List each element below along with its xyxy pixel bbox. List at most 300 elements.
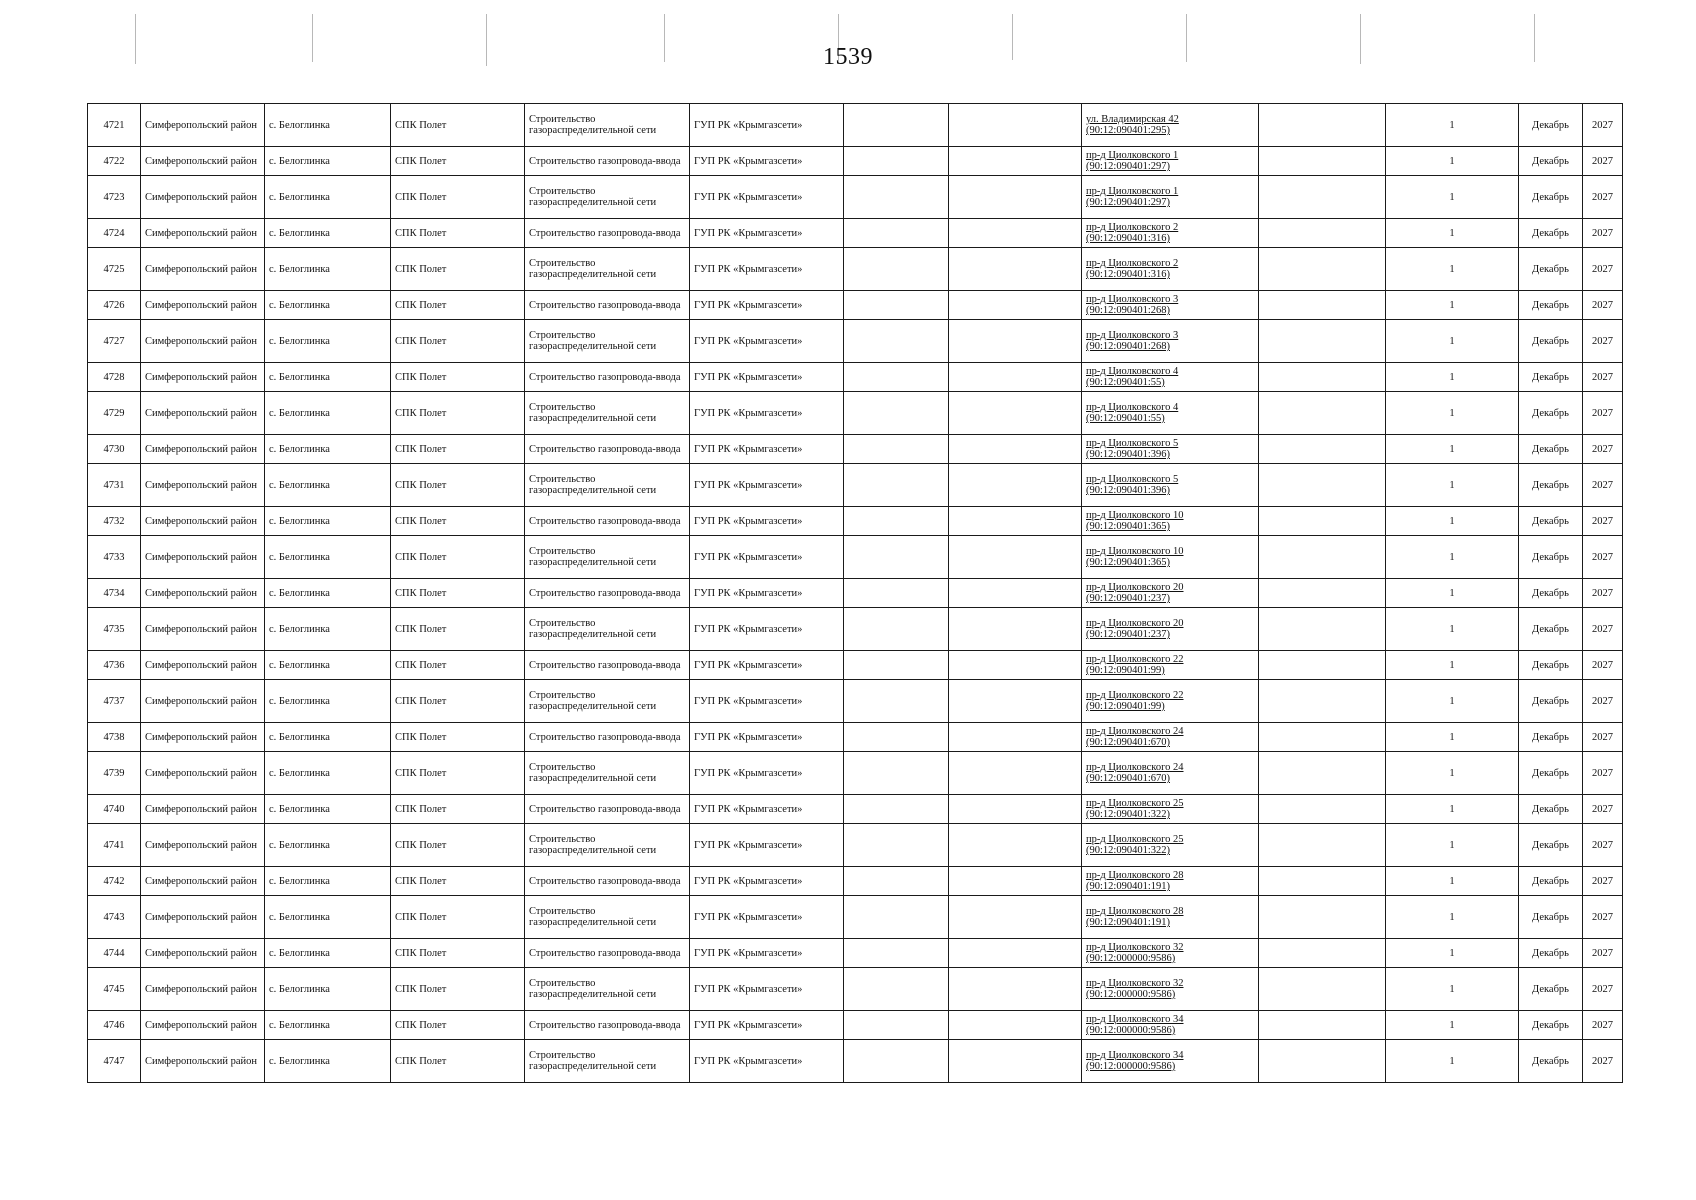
- year-cell: 2027: [1583, 723, 1623, 752]
- address-cell: [1082, 579, 1259, 608]
- empty-cell: [844, 651, 949, 680]
- quantity-cell: 1: [1386, 363, 1519, 392]
- cadastral-number: (90:12:000000:9586): [1086, 953, 1176, 964]
- address-cell: [1082, 795, 1259, 824]
- month-cell: Декабрь: [1519, 680, 1583, 723]
- empty-cell: [949, 248, 1082, 291]
- owner-cell: СПК Полет: [391, 752, 525, 795]
- year-cell: 2027: [1583, 363, 1623, 392]
- empty-cell: [949, 1011, 1082, 1040]
- owner-cell: СПК Полет: [391, 824, 525, 867]
- empty-cell: [844, 320, 949, 363]
- cadastral-number: (90:12:090401:365): [1086, 521, 1170, 532]
- month-cell: Декабрь: [1519, 363, 1583, 392]
- operator-cell: ГУП РК «Крымгазсети»: [690, 608, 844, 651]
- owner-cell: СПК Полет: [391, 680, 525, 723]
- table-row: [88, 651, 1623, 680]
- empty-cell: [844, 363, 949, 392]
- owner-cell: СПК Полет: [391, 968, 525, 1011]
- empty-cell: [949, 536, 1082, 579]
- address-cell: [1082, 867, 1259, 896]
- quantity-cell: 1: [1386, 464, 1519, 507]
- month-cell: Декабрь: [1519, 147, 1583, 176]
- owner-cell: СПК Полет: [391, 320, 525, 363]
- cadastral-number: (90:12:090401:322): [1086, 845, 1170, 856]
- address-cell: [1082, 968, 1259, 1011]
- district-cell: Симферопольский район: [141, 320, 265, 363]
- address-cell: [1082, 147, 1259, 176]
- work-type-cell: Строительство газопровода-ввода: [525, 291, 690, 320]
- work-type-cell: Строительство газопровода-ввода: [525, 651, 690, 680]
- month-cell: Декабрь: [1519, 435, 1583, 464]
- work-type-cell: Строительство газопровода-ввода: [525, 363, 690, 392]
- empty-cell: [949, 752, 1082, 795]
- empty-cell: [844, 176, 949, 219]
- empty-cell: [1259, 147, 1386, 176]
- address-cell: [1082, 536, 1259, 579]
- empty-cell: [844, 147, 949, 176]
- cadastral-number: (90:12:000000:9586): [1086, 1025, 1176, 1036]
- record-number: 4740: [88, 795, 141, 824]
- empty-cell: [949, 219, 1082, 248]
- table-row: [88, 795, 1623, 824]
- district-cell: Симферопольский район: [141, 176, 265, 219]
- cadastral-number: (90:12:090401:191): [1086, 881, 1170, 892]
- address-street: пр-д Циолковского 4: [1086, 366, 1179, 377]
- address-street: пр-д Циолковского 20: [1086, 618, 1184, 629]
- address-street: пр-д Циолковского 20: [1086, 582, 1184, 593]
- empty-cell: [949, 680, 1082, 723]
- district-cell: Симферопольский район: [141, 392, 265, 435]
- work-type-cell: Строительство газораспределительной сети: [525, 536, 690, 579]
- empty-cell: [1259, 104, 1386, 147]
- record-number: 4729: [88, 392, 141, 435]
- month-cell: Декабрь: [1519, 723, 1583, 752]
- quantity-cell: 1: [1386, 147, 1519, 176]
- empty-cell: [949, 968, 1082, 1011]
- owner-cell: СПК Полет: [391, 723, 525, 752]
- cadastral-number: (90:12:000000:9586): [1086, 989, 1176, 1000]
- month-cell: Декабрь: [1519, 536, 1583, 579]
- month-cell: Декабрь: [1519, 219, 1583, 248]
- operator-cell: ГУП РК «Крымгазсети»: [690, 219, 844, 248]
- month-cell: Декабрь: [1519, 651, 1583, 680]
- record-number: 4745: [88, 968, 141, 1011]
- address-street: пр-д Циолковского 1: [1086, 186, 1179, 197]
- operator-cell: ГУП РК «Крымгазсети»: [690, 291, 844, 320]
- district-cell: Симферопольский район: [141, 219, 265, 248]
- cadastral-number: (90:12:090401:268): [1086, 341, 1170, 352]
- cadastral-number: (90:12:090401:55): [1086, 413, 1165, 424]
- quantity-cell: 1: [1386, 896, 1519, 939]
- district-cell: Симферопольский район: [141, 147, 265, 176]
- empty-cell: [949, 507, 1082, 536]
- work-type-cell: Строительство газораспределительной сети: [525, 608, 690, 651]
- address-street: ул. Владимирская 42: [1086, 114, 1179, 125]
- quantity-cell: 1: [1386, 1011, 1519, 1040]
- owner-cell: СПК Полет: [391, 1040, 525, 1083]
- operator-cell: ГУП РК «Крымгазсети»: [690, 680, 844, 723]
- year-cell: 2027: [1583, 939, 1623, 968]
- district-cell: Симферопольский район: [141, 968, 265, 1011]
- empty-cell: [1259, 680, 1386, 723]
- empty-cell: [1259, 507, 1386, 536]
- year-cell: 2027: [1583, 968, 1623, 1011]
- work-type-cell: Строительство газораспределительной сети: [525, 104, 690, 147]
- address-cell: [1082, 363, 1259, 392]
- settlement-cell: с. Белоглинка: [265, 824, 391, 867]
- operator-cell: ГУП РК «Крымгазсети»: [690, 896, 844, 939]
- empty-cell: [1259, 536, 1386, 579]
- address-cell: [1082, 435, 1259, 464]
- address-street: пр-д Циолковского 3: [1086, 330, 1179, 341]
- month-cell: Декабрь: [1519, 608, 1583, 651]
- record-number: 4733: [88, 536, 141, 579]
- settlement-cell: с. Белоглинка: [265, 1040, 391, 1083]
- empty-cell: [949, 104, 1082, 147]
- work-type-cell: Строительство газораспределительной сети: [525, 968, 690, 1011]
- year-cell: 2027: [1583, 464, 1623, 507]
- address-cell: [1082, 723, 1259, 752]
- settlement-cell: с. Белоглинка: [265, 291, 391, 320]
- settlement-cell: с. Белоглинка: [265, 363, 391, 392]
- quantity-cell: 1: [1386, 939, 1519, 968]
- quantity-cell: 1: [1386, 248, 1519, 291]
- table-row: [88, 464, 1623, 507]
- table-row: [88, 680, 1623, 723]
- address-street: пр-д Циолковского 25: [1086, 798, 1184, 809]
- year-cell: 2027: [1583, 824, 1623, 867]
- district-cell: Симферопольский район: [141, 248, 265, 291]
- work-type-cell: Строительство газораспределительной сети: [525, 680, 690, 723]
- empty-cell: [844, 752, 949, 795]
- quantity-cell: 1: [1386, 723, 1519, 752]
- owner-cell: СПК Полет: [391, 248, 525, 291]
- settlement-cell: с. Белоглинка: [265, 795, 391, 824]
- table-row: [88, 752, 1623, 795]
- year-cell: 2027: [1583, 608, 1623, 651]
- empty-cell: [844, 392, 949, 435]
- work-type-cell: Строительство газораспределительной сети: [525, 248, 690, 291]
- year-cell: 2027: [1583, 147, 1623, 176]
- year-cell: 2027: [1583, 248, 1623, 291]
- quantity-cell: 1: [1386, 320, 1519, 363]
- month-cell: Декабрь: [1519, 579, 1583, 608]
- cadastral-number: (90:12:090401:191): [1086, 917, 1170, 928]
- district-cell: Симферопольский район: [141, 579, 265, 608]
- empty-cell: [1259, 651, 1386, 680]
- cadastral-number: (90:12:090401:670): [1086, 737, 1170, 748]
- owner-cell: СПК Полет: [391, 795, 525, 824]
- quantity-cell: 1: [1386, 291, 1519, 320]
- address-cell: [1082, 507, 1259, 536]
- record-number: 4742: [88, 867, 141, 896]
- address-cell: [1082, 680, 1259, 723]
- address-street: пр-д Циолковского 34: [1086, 1014, 1184, 1025]
- operator-cell: ГУП РК «Крымгазсети»: [690, 939, 844, 968]
- address-street: пр-д Циолковского 5: [1086, 438, 1179, 449]
- record-number: 4735: [88, 608, 141, 651]
- owner-cell: СПК Полет: [391, 147, 525, 176]
- empty-cell: [949, 147, 1082, 176]
- empty-cell: [844, 464, 949, 507]
- month-cell: Декабрь: [1519, 104, 1583, 147]
- empty-cell: [844, 608, 949, 651]
- address-cell: [1082, 608, 1259, 651]
- record-number: 4725: [88, 248, 141, 291]
- district-cell: Симферопольский район: [141, 651, 265, 680]
- cadastral-number: (90:12:090401:396): [1086, 485, 1170, 496]
- settlement-cell: с. Белоглинка: [265, 896, 391, 939]
- year-cell: 2027: [1583, 219, 1623, 248]
- empty-cell: [1259, 464, 1386, 507]
- record-number: 4731: [88, 464, 141, 507]
- cadastral-number: (90:12:090401:237): [1086, 593, 1170, 604]
- empty-cell: [1259, 392, 1386, 435]
- empty-cell: [1259, 435, 1386, 464]
- empty-cell: [949, 824, 1082, 867]
- work-type-cell: Строительство газопровода-ввода: [525, 147, 690, 176]
- record-number: 4736: [88, 651, 141, 680]
- record-number: 4744: [88, 939, 141, 968]
- month-cell: Декабрь: [1519, 507, 1583, 536]
- work-type-cell: Строительство газопровода-ввода: [525, 579, 690, 608]
- address-street: пр-д Циолковского 3: [1086, 294, 1179, 305]
- empty-cell: [949, 651, 1082, 680]
- owner-cell: СПК Полет: [391, 291, 525, 320]
- empty-cell: [844, 723, 949, 752]
- table-row: [88, 291, 1623, 320]
- year-cell: 2027: [1583, 680, 1623, 723]
- empty-cell: [1259, 1011, 1386, 1040]
- operator-cell: ГУП РК «Крымгазсети»: [690, 320, 844, 363]
- empty-cell: [1259, 939, 1386, 968]
- district-cell: Симферопольский район: [141, 435, 265, 464]
- address-street: пр-д Циолковского 10: [1086, 546, 1184, 557]
- work-type-cell: Строительство газопровода-ввода: [525, 867, 690, 896]
- empty-cell: [949, 176, 1082, 219]
- table-row: [88, 536, 1623, 579]
- address-cell: [1082, 824, 1259, 867]
- empty-cell: [1259, 723, 1386, 752]
- work-type-cell: Строительство газораспределительной сети: [525, 320, 690, 363]
- settlement-cell: с. Белоглинка: [265, 392, 391, 435]
- owner-cell: СПК Полет: [391, 1011, 525, 1040]
- cadastral-number: (90:12:090401:297): [1086, 197, 1170, 208]
- district-cell: Симферопольский район: [141, 1011, 265, 1040]
- settlement-cell: с. Белоглинка: [265, 608, 391, 651]
- settlement-cell: с. Белоглинка: [265, 939, 391, 968]
- year-cell: 2027: [1583, 176, 1623, 219]
- address-cell: [1082, 219, 1259, 248]
- address-cell: [1082, 104, 1259, 147]
- year-cell: 2027: [1583, 536, 1623, 579]
- district-cell: Симферопольский район: [141, 536, 265, 579]
- settlement-cell: с. Белоглинка: [265, 176, 391, 219]
- address-cell: [1082, 248, 1259, 291]
- address-street: пр-д Циолковского 28: [1086, 906, 1184, 917]
- cadastral-number: (90:12:090401:268): [1086, 305, 1170, 316]
- operator-cell: ГУП РК «Крымгазсети»: [690, 507, 844, 536]
- operator-cell: ГУП РК «Крымгазсети»: [690, 363, 844, 392]
- cadastral-number: (90:12:090401:237): [1086, 629, 1170, 640]
- settlement-cell: с. Белоглинка: [265, 752, 391, 795]
- year-cell: 2027: [1583, 795, 1623, 824]
- record-number: 4726: [88, 291, 141, 320]
- empty-cell: [949, 291, 1082, 320]
- month-cell: Декабрь: [1519, 248, 1583, 291]
- year-cell: 2027: [1583, 579, 1623, 608]
- record-number: 4732: [88, 507, 141, 536]
- address-street: пр-д Циолковского 4: [1086, 402, 1179, 413]
- year-cell: 2027: [1583, 752, 1623, 795]
- district-cell: Симферопольский район: [141, 795, 265, 824]
- settlement-cell: с. Белоглинка: [265, 651, 391, 680]
- owner-cell: СПК Полет: [391, 939, 525, 968]
- address-street: пр-д Циолковского 24: [1086, 762, 1184, 773]
- record-number: 4741: [88, 824, 141, 867]
- cadastral-number: (90:12:090401:316): [1086, 269, 1170, 280]
- quantity-cell: 1: [1386, 608, 1519, 651]
- record-number: 4722: [88, 147, 141, 176]
- empty-cell: [844, 968, 949, 1011]
- address-cell: [1082, 320, 1259, 363]
- year-cell: 2027: [1583, 867, 1623, 896]
- empty-cell: [844, 507, 949, 536]
- address-street: пр-д Циолковского 10: [1086, 510, 1184, 521]
- empty-cell: [1259, 896, 1386, 939]
- month-cell: Декабрь: [1519, 867, 1583, 896]
- record-number: 4723: [88, 176, 141, 219]
- district-cell: Симферопольский район: [141, 752, 265, 795]
- empty-cell: [844, 1040, 949, 1083]
- page-number: 1539: [823, 44, 873, 70]
- cadastral-number: (90:12:090401:55): [1086, 377, 1165, 388]
- operator-cell: ГУП РК «Крымгазсети»: [690, 104, 844, 147]
- record-number: 4730: [88, 435, 141, 464]
- owner-cell: СПК Полет: [391, 392, 525, 435]
- year-cell: 2027: [1583, 1011, 1623, 1040]
- work-type-cell: Строительство газораспределительной сети: [525, 1040, 690, 1083]
- owner-cell: СПК Полет: [391, 176, 525, 219]
- year-cell: 2027: [1583, 291, 1623, 320]
- operator-cell: ГУП РК «Крымгазсети»: [690, 1011, 844, 1040]
- owner-cell: СПК Полет: [391, 219, 525, 248]
- district-cell: Симферопольский район: [141, 464, 265, 507]
- record-number: 4734: [88, 579, 141, 608]
- address-cell: [1082, 392, 1259, 435]
- empty-cell: [1259, 795, 1386, 824]
- work-type-cell: Строительство газопровода-ввода: [525, 723, 690, 752]
- address-street: пр-д Циолковского 32: [1086, 942, 1184, 953]
- cadastral-number: (90:12:000000:9586): [1086, 1061, 1176, 1072]
- table-row: [88, 363, 1623, 392]
- work-type-cell: Строительство газораспределительной сети: [525, 464, 690, 507]
- table-row: [88, 320, 1623, 363]
- cadastral-number: (90:12:090401:365): [1086, 557, 1170, 568]
- settlement-cell: с. Белоглинка: [265, 968, 391, 1011]
- address-cell: [1082, 1040, 1259, 1083]
- cadastral-number: (90:12:090401:99): [1086, 665, 1165, 676]
- district-cell: Симферопольский район: [141, 939, 265, 968]
- address-cell: [1082, 939, 1259, 968]
- cadastral-number: (90:12:090401:99): [1086, 701, 1165, 712]
- empty-cell: [1259, 320, 1386, 363]
- owner-cell: СПК Полет: [391, 435, 525, 464]
- address-cell: [1082, 896, 1259, 939]
- operator-cell: ГУП РК «Крымгазсети»: [690, 867, 844, 896]
- empty-cell: [844, 248, 949, 291]
- settlement-cell: с. Белоглинка: [265, 464, 391, 507]
- operator-cell: ГУП РК «Крымгазсети»: [690, 651, 844, 680]
- month-cell: Декабрь: [1519, 1011, 1583, 1040]
- quantity-cell: 1: [1386, 507, 1519, 536]
- table-row: [88, 579, 1623, 608]
- table-row: [88, 392, 1623, 435]
- record-number: 4728: [88, 363, 141, 392]
- address-cell: [1082, 1011, 1259, 1040]
- district-cell: Симферопольский район: [141, 896, 265, 939]
- quantity-cell: 1: [1386, 435, 1519, 464]
- empty-cell: [949, 320, 1082, 363]
- record-number: 4737: [88, 680, 141, 723]
- month-cell: Декабрь: [1519, 939, 1583, 968]
- month-cell: Декабрь: [1519, 795, 1583, 824]
- year-cell: 2027: [1583, 435, 1623, 464]
- district-cell: Симферопольский район: [141, 867, 265, 896]
- quantity-cell: 1: [1386, 968, 1519, 1011]
- empty-cell: [1259, 579, 1386, 608]
- table-row: [88, 867, 1623, 896]
- table-row: [88, 608, 1623, 651]
- cadastral-number: (90:12:090401:316): [1086, 233, 1170, 244]
- quantity-cell: 1: [1386, 752, 1519, 795]
- record-number: 4721: [88, 104, 141, 147]
- quantity-cell: 1: [1386, 536, 1519, 579]
- work-type-cell: Строительство газопровода-ввода: [525, 939, 690, 968]
- address-cell: [1082, 464, 1259, 507]
- empty-cell: [1259, 867, 1386, 896]
- table-row: [88, 248, 1623, 291]
- work-type-cell: Строительство газопровода-ввода: [525, 435, 690, 464]
- quantity-cell: 1: [1386, 579, 1519, 608]
- owner-cell: СПК Полет: [391, 536, 525, 579]
- operator-cell: ГУП РК «Крымгазсети»: [690, 392, 844, 435]
- operator-cell: ГУП РК «Крымгазсети»: [690, 176, 844, 219]
- cadastral-number: (90:12:090401:322): [1086, 809, 1170, 820]
- empty-cell: [844, 291, 949, 320]
- operator-cell: ГУП РК «Крымгазсети»: [690, 723, 844, 752]
- quantity-cell: 1: [1386, 867, 1519, 896]
- month-cell: Декабрь: [1519, 824, 1583, 867]
- work-type-cell: Строительство газопровода-ввода: [525, 219, 690, 248]
- address-street: пр-д Циолковского 25: [1086, 834, 1184, 845]
- address-street: пр-д Циолковского 5: [1086, 474, 1179, 485]
- address-cell: [1082, 651, 1259, 680]
- empty-cell: [1259, 363, 1386, 392]
- work-type-cell: Строительство газопровода-ввода: [525, 507, 690, 536]
- cadastral-number: (90:12:090401:295): [1086, 125, 1170, 136]
- owner-cell: СПК Полет: [391, 363, 525, 392]
- registry-body: [88, 104, 1623, 1083]
- empty-cell: [844, 435, 949, 464]
- empty-cell: [1259, 248, 1386, 291]
- empty-cell: [949, 867, 1082, 896]
- district-cell: Симферопольский район: [141, 608, 265, 651]
- year-cell: 2027: [1583, 651, 1623, 680]
- operator-cell: ГУП РК «Крымгазсети»: [690, 579, 844, 608]
- quantity-cell: 1: [1386, 824, 1519, 867]
